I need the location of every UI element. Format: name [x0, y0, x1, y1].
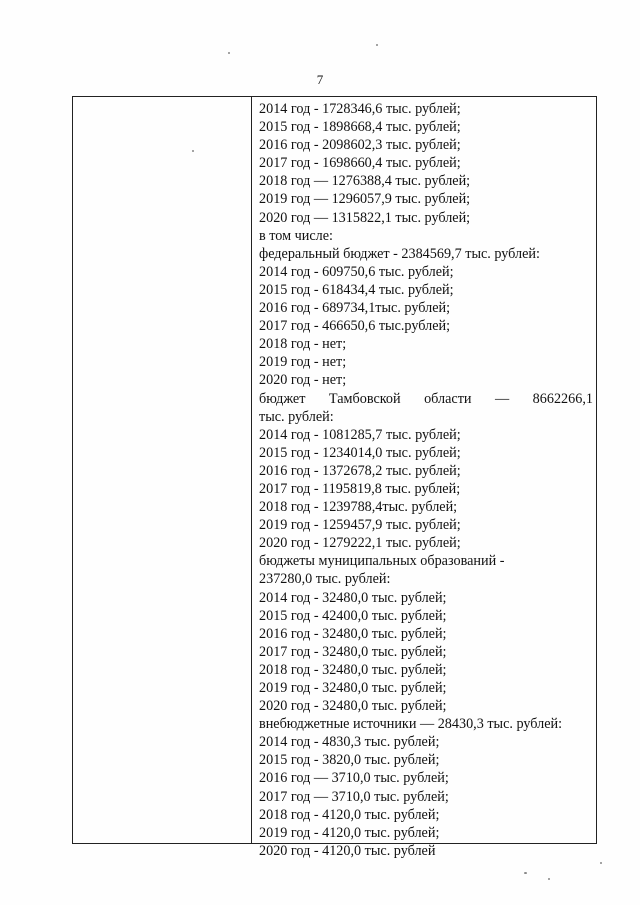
text-word: — [495, 390, 510, 407]
scan-speck [548, 878, 550, 880]
text-line: 237280,0 тыс. рублей: [259, 571, 391, 588]
text-line: 2019 год - нет; [259, 354, 347, 371]
text-word: Тамбовской [328, 390, 401, 407]
text-line: 2016 год - 2098602,3 тыс. рублей; [259, 137, 461, 154]
text-line: 2018 год - 4120,0 тыс. рублей; [259, 806, 440, 823]
scan-speck [228, 52, 230, 54]
text-line: 2018 год - 32480,0 тыс. рублей; [259, 661, 447, 678]
funding-text-column [259, 100, 593, 860]
text-line: 2020 год — 1315822,1 тыс. рублей; [259, 209, 471, 226]
text-line: 2019 год - 4120,0 тыс. рублей; [259, 824, 440, 841]
text-line: 2014 год - 609750,6 тыс. рублей; [259, 263, 454, 280]
text-line: 2019 год - 1259457,9 тыс. рублей; [259, 517, 461, 534]
text-line: 2016 год - 689734,1тыс. рублей; [259, 300, 451, 317]
column-divider [251, 97, 252, 843]
document-table [72, 96, 597, 859]
text-line: 2017 год - 466650,6 тыс.рублей; [259, 318, 451, 335]
text-line: в том числе: [259, 227, 333, 244]
text-line: 2014 год - 1728346,6 тыс. рублей; [259, 101, 461, 117]
text-line: 2020 год - нет; [259, 372, 347, 389]
scan-speck [192, 150, 194, 152]
text-line: федеральный бюджет - 2384569,7 тыс. рублей: [259, 245, 540, 262]
scan-speck [600, 862, 602, 864]
text-line: 2017 год - 32480,0 тыс. рублей; [259, 643, 447, 660]
text-line: 2014 год - 4830,3 тыс. рублей; [259, 734, 440, 751]
text-line: тыс. рублей: [259, 408, 334, 425]
text-line: 2018 год - 1239788,4тыс. рублей; [259, 499, 458, 516]
text-line: 2014 год - 32480,0 тыс. рублей; [259, 589, 447, 606]
text-line: 2016 год - 32480,0 тыс. рублей; [259, 625, 447, 642]
text-line: 2015 год - 618434,4 тыс. рублей; [259, 281, 454, 298]
text-line: 2016 год - 1372678,2 тыс. рублей; [259, 462, 461, 479]
text-line: 2020 год - 32480,0 тыс. рублей; [259, 698, 447, 715]
page-number: 7 [316, 72, 324, 87]
scan-speck [376, 44, 378, 46]
text-line: 2018 год — 1276388,4 тыс. рублей; [259, 173, 471, 190]
text-line: 2017 год - 1195819,8 тыс. рублей; [259, 480, 461, 497]
text-line: бюджеты муниципальных образований - [259, 553, 505, 570]
text-line: 2016 год — 3710,0 тыс. рублей; [259, 770, 449, 787]
text-line: 2018 год - нет; [259, 336, 347, 353]
text-word: области [424, 390, 472, 407]
text-line [259, 390, 593, 408]
text-line: 2015 год - 42400,0 тыс. рублей; [259, 607, 447, 624]
text-line: внебюджетные источники — 28430,3 тыс. рублей: [259, 716, 563, 733]
text-line: 2019 год — 1296057,9 тыс. рублей; [259, 191, 471, 208]
text-line: 2019 год - 32480,0 тыс. рублей; [259, 680, 447, 696]
text-line: 2020 год - 1279222,1 тыс. рублей; [259, 535, 461, 552]
text-word: бюджет [259, 390, 306, 407]
scan-speck [524, 872, 527, 874]
text-line: 2017 год - 1698660,4 тыс. рублей; [259, 155, 461, 172]
text-line: 2015 год - 1234014,0 тыс. рублей; [259, 444, 461, 461]
text-line: 2015 год - 3820,0 тыс. рублей; [259, 752, 440, 769]
text-line: 2017 год — 3710,0 тыс. рублей; [259, 788, 449, 805]
text-word: 8662266,1 [532, 390, 593, 407]
text-line: 2015 год - 1898668,4 тыс. рублей; [259, 119, 461, 136]
text-line: 2014 год - 1081285,7 тыс. рублей; [259, 426, 461, 443]
text-line: 2020 год - 4120,0 тыс. рублей [259, 842, 436, 859]
